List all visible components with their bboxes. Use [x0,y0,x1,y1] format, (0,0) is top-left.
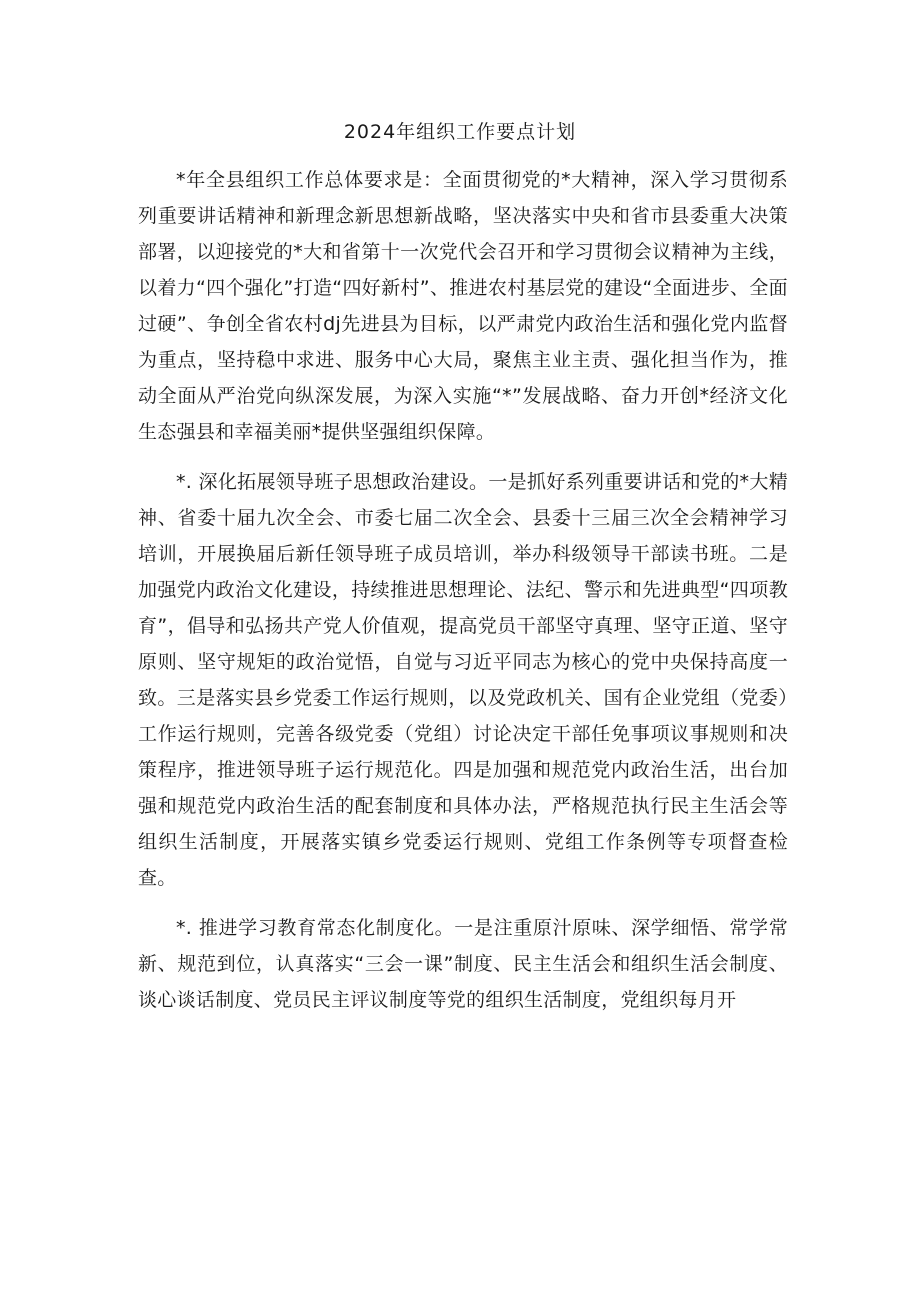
document-title: 2024年组织工作要点计划 [343,121,577,143]
document-body [138,162,788,1032]
paragraph-study-education: *. 推进学习教育常态化制度化。一是注重原汁原味、深学细悟、常学常新、规范到位，认真落实“三会一课”制度、民主生活会和组织生活会制度、谈心谈话制度、党员民主评议制度等党的组织生活制度，党组织每月开 [138,917,788,1011]
paragraph-general-requirements: *年全县组织工作总体要求是：全面贯彻党的*大精神，深入学习贯彻系列重要讲话精神和新理念新思想新战略，坚决落实中央和省市县委重大决策部署，以迎接党的*大和省第十一次党代会召开和学习贯彻会议精神为主线，以着力“四个强化”打造“四好新村”、推进农村基层党的建设“全面进步、全面过硬”、争创全省农村dj先进县为目标，以严肃党内政治生活和强化党内监督为重点，坚持稳中求进、服务中心大局，聚焦主业主责、强化担当作为，推动全面从严治党向纵深发展，为深入实施“*”发展战略、奋力开创*经济文化生态强县和幸福美丽*提供坚强组织保障。 [138,169,788,443]
paragraph-leadership-building: *. 深化拓展领导班子思想政治建设。一是抓好系列重要讲话和党的*大精神、省委十届九次全会、市委七届二次全会、县委十三届三次全会精神学习培训，开展换届后新任领导班子成员培训，举办科级领导干部读书班。二是加强党内政治文化建设，持续推进思想理论、法纪、警示和先进典型“四项教育”，倡导和弘扬共产党人价值观，提高党员干部坚守真理、坚守正道、坚守原则、坚守规矩的政治觉悟，自觉与习近平同志为核心的党中央保持高度一致。三是落实县乡党委工作运行规则，以及党政机关、国有企业党组（党委）工作运行规则，完善各级党委（党组）讨论决定干部任免事项议事规则和决策程序，推进领导班子运行规范化。四是加强和规范党内政治生活，出台加强和规范党内政治生活的配套制度和具体办法，严格规范执行民主生活会等组织生活制度，开展落实镇乡党委运行规则、党组工作条例等专项督查检查。 [138,471,788,889]
